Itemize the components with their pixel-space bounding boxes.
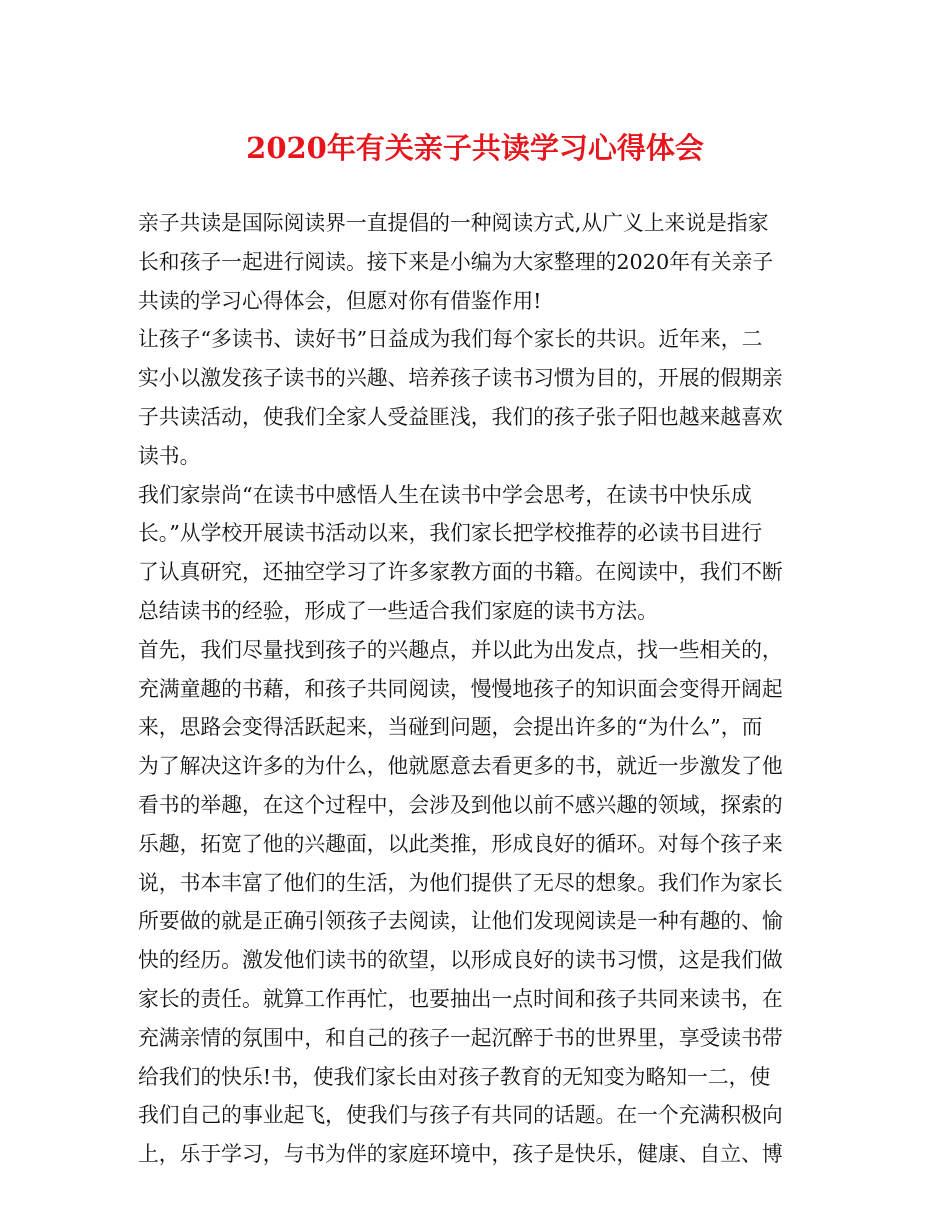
text-line: 快的经历。激发他们读书的欲望，以形成良好的读书习惯，这是我们做 — [138, 948, 783, 973]
text-line: 长。”从学校开展读书活动以来，我们家长把学校推荐的必读书目进行 — [138, 521, 763, 546]
text-line: 我们家崇尚“在读书中感悟人生在读书中学会思考，在读书中快乐成 — [138, 482, 752, 507]
text-line: 给我们的快乐!书，使我们家长由对孩子教育的无知变为略知一二，使 — [138, 1064, 771, 1089]
text-line: 共读的学习心得体会，但愿对你有借鉴作用! — [138, 288, 542, 313]
document-title: 2020年有关亲子共读学习心得体会 — [246, 131, 704, 165]
text-line: 充满亲情的氛围中，和自己的孩子一起沉醉于书的世界里，享受读书带 — [138, 1025, 783, 1050]
text-line: 说，书本丰富了他们的生活，为他们提供了无尽的想象。我们作为家长 — [138, 870, 783, 895]
text-line: 为了解决这许多的为什么，他就愿意去看更多的书，就近一步激发了他 — [138, 754, 783, 779]
text-line: 子共读活动，使我们全家人受益匪浅，我们的孩子张子阳也越来越喜欢 — [138, 404, 783, 429]
text-line: 上，乐于学习，与书为伴的家庭环境中，孩子是快乐，健康、自立、博 — [138, 1142, 783, 1167]
text-line: 我们自己的事业起飞，使我们与孩子有共同的话题。在一个充满积极向 — [138, 1103, 783, 1128]
text-line: 所要做的就是正确引领孩子去阅读，让他们发现阅读是一种有趣的、愉 — [138, 909, 783, 934]
text-line: 读书。 — [138, 443, 201, 468]
text-line: 长和孩子一起进行阅读。接下来是小编为大家整理的2020年有关亲子 — [138, 249, 774, 274]
text-line: 充满童趣的书藉，和孩子共同阅读，慢慢地孩子的知识面会变得开阔起 — [138, 676, 783, 701]
document-body — [138, 204, 818, 1174]
text-line: 来，思路会变得活跃起来，当碰到问题，会提出许多的“为什么”，而 — [138, 715, 763, 740]
text-line: 首先，我们尽量找到孩子的兴趣点，并以此为出发点，找一些相关的， — [138, 637, 783, 662]
text-line: 亲子共读是国际阅读界一直提倡的一种阅读方式,从广义上来说是指家 — [138, 211, 769, 235]
text-line: 实小以激发孩子读书的兴趣、培养孩子读书习惯为目的，开展的假期亲 — [138, 366, 783, 391]
text-line: 家长的责任。就算工作再忙，也要抽出一点时间和孩子共同来读书，在 — [138, 986, 783, 1011]
text-line: 看书的举趣，在这个过程中，会涉及到他以前不感兴趣的领域，探索的 — [138, 792, 783, 817]
text-line: 了认真研究，还抽空学习了许多家教方面的书籍。在阅读中，我们不断 — [138, 560, 783, 585]
text-line: 乐趣，拓宽了他的兴趣面，以此类推，形成良好的循环。对每个孩子来 — [138, 831, 783, 856]
text-line: 让孩子“多读书、读好书”日益成为我们每个家长的共识。近年来，二 — [138, 327, 763, 352]
text-line: 总结读书的经验，形成了一些适合我们家庭的读书方法。 — [138, 598, 658, 623]
